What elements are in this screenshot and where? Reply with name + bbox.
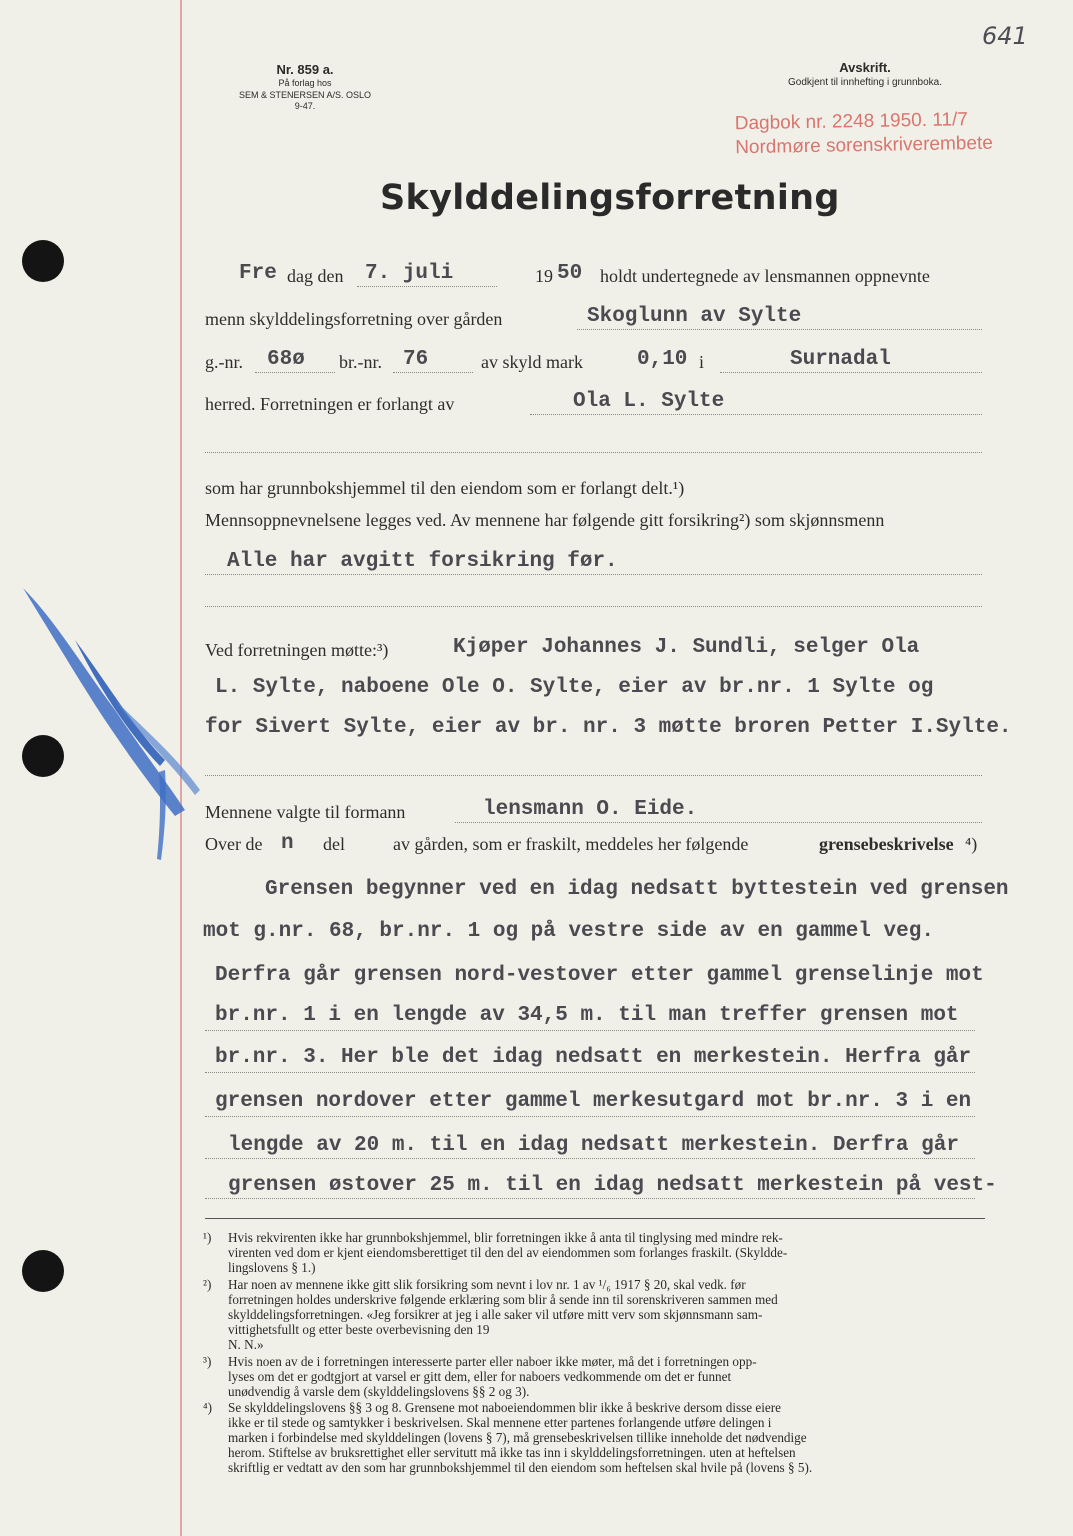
brnr-label: br.-nr.: [339, 352, 382, 372]
line-mote-3: [205, 716, 1015, 756]
footnote-line: Se skylddelingslovens §§ 3 og 8. Grensene mot naboeiendommen blir ikke å beskrive dersom disse eiere: [228, 1400, 782, 1415]
stamp-line1: Dagbok nr. 2248 1950. 11/7: [734, 109, 969, 135]
gnr-label: g.-nr.: [205, 352, 243, 372]
boundary-line: mot g.nr. 68, br.nr. 1 og på vestre side av en gammel veg.: [203, 920, 934, 943]
held-text: holdt undertegnede av lensmannen oppnevnte: [600, 266, 930, 286]
footnote-mark: ²): [203, 1277, 212, 1292]
footnote-line: Har noen av mennene ikke gitt slik forsikring som nevnt i lov nr. 1 av ¹/₆ 1917 § 20, skal vedk. før: [228, 1277, 746, 1292]
line-date: [205, 262, 1015, 302]
line-requester: [205, 390, 1015, 430]
line-formann: [205, 798, 1015, 838]
herred-text: herred. Forretningen er forlangt av: [205, 394, 455, 414]
over-text-c: av gården, som er fraskilt, meddeles her følgende: [393, 834, 749, 854]
form-edition: 9-47.: [294, 100, 316, 111]
footnote-mark: ³): [203, 1354, 212, 1369]
mote-line1: Kjøper Johannes J. Sundli, selger Ola: [453, 636, 920, 659]
municipality: Surnadal: [790, 348, 891, 371]
boundary-line: lengde av 20 m. til en idag nedsatt merkestein. Derfra går: [228, 1134, 959, 1157]
line-mote-2: [205, 676, 1015, 716]
footnote-mark: ⁴): [203, 1400, 212, 1415]
i-label: i: [699, 352, 705, 372]
year-prefix: 19: [535, 266, 553, 286]
form-header: [205, 62, 405, 112]
form-number: Nr. 859 a.: [276, 62, 334, 77]
footnote-line: Hvis rekvirenten ikke har grunnbokshjemmel, blir forretningen ikke å anta til tinglysing med mindre rek-: [228, 1230, 783, 1245]
footnote-line: lyses om det er godtgjort at varsel er gitt dem, eller for naboers vedkommende om det er funnet: [228, 1369, 732, 1384]
brnr-value: 76: [403, 348, 429, 371]
footnote-line: herom. Stiftelse av bruksrettighet eller servitutt må ikke tas inn i skylddelingsforretningen. uten at heftelsen: [228, 1445, 796, 1460]
page-number: 641: [982, 22, 1028, 50]
grense-bold: grensebeskrivelse: [819, 834, 954, 854]
footnote-line: N. N.»: [228, 1337, 264, 1352]
boundary-line: grensen nordover etter gammel merkesutgard mot br.nr. 3 i en: [215, 1090, 972, 1113]
publisher-line2: SEM & STENERSEN A/S. OSLO: [238, 89, 372, 100]
skyld-label: av skyld mark: [481, 352, 583, 372]
footnote-line: unødvendig å varsle dem (skylddelingslovens §§ 2 og 3).: [228, 1384, 530, 1399]
avskrift-header: [760, 60, 970, 88]
boundary-line: br.nr. 3. Her ble det idag nedsatt en merkestein. Herfra går: [215, 1046, 972, 1069]
footnote-line: forretningen holdes underskrive følgende erklæring som blir å sende inn til sorenskriveren sammen med: [228, 1292, 778, 1307]
line-over: [205, 834, 1015, 874]
grense-sup: ⁴): [965, 834, 978, 854]
day-word: Fre: [239, 262, 277, 285]
gnr-value: 68ø: [267, 348, 305, 371]
over-text-a: Over de: [205, 834, 263, 854]
blue-ink-stroke: [15, 580, 205, 870]
stamp-line2: Nordmøre sorenskriverembete: [735, 132, 994, 159]
date-value: 7. juli: [365, 262, 454, 285]
mote-line3: for Sivert Sylte, eier av br. nr. 3 møtte broren Petter I.Sylte.: [205, 716, 1012, 739]
over-text-b: del: [323, 834, 345, 854]
mote-label: Ved forretningen møtte:³): [205, 640, 389, 660]
avskrift-title: Avskrift.: [839, 60, 891, 75]
boundary-line: br.nr. 1 i en lengde av 34,5 m. til man treffer grensen mot: [215, 1004, 959, 1027]
document-title: Skylddelingsforretning: [380, 178, 840, 218]
skyld-value: 0,10: [637, 348, 688, 371]
grunnbok-text: som har grunnbokshjemmel til den eiendom som er forlangt delt.¹): [205, 478, 685, 498]
line-forsikring: [205, 550, 1015, 590]
menn-text: menn skylddelingsforretning over gården: [205, 309, 503, 329]
punch-hole-top: [22, 240, 64, 282]
footnote-line: skriftlig er vedtatt av den som har grunnbokshjemmel til den eiendom som heftelsen skal hvile på (lovens § 5).: [228, 1460, 813, 1475]
punch-hole-bottom: [22, 1250, 64, 1292]
footnote-mark: ¹): [203, 1230, 212, 1245]
requester-name: Ola L. Sylte: [573, 390, 725, 413]
footnote-line: Hvis noen av de i forretningen interesserte parter eller naboer ikke møter, må det i forretningen opp-: [228, 1354, 757, 1369]
formann-label: Mennene valgte til formann: [205, 802, 406, 822]
line-gnr: [205, 348, 1015, 388]
avskrift-subtitle: Godkjent til innhefting i grunnboka.: [788, 77, 942, 88]
boundary-line: Grensen begynner ved en idag nedsatt byttestein ved grensen: [265, 878, 1009, 901]
forsikring-text: Alle har avgitt forsikring før.: [227, 550, 618, 573]
footnote-line: marken i forbindelse med skylddelingen (lovens § 7), må grensebeskrivelsen tillike inneholde det nødvendige: [228, 1430, 807, 1445]
boundary-line: grensen østover 25 m. til en idag nedsatt merkestein på vest-: [228, 1174, 997, 1197]
footnote-line: lingslovens § 1.): [228, 1260, 316, 1275]
publisher-line1: På forlag hos: [278, 78, 332, 89]
farm-name: Skoglunn av Sylte: [587, 305, 802, 328]
line-mennsopp: [205, 510, 1015, 550]
mennsopp-text: Mennsoppnevnelsene legges ved. Av mennene har følgende gitt forsikring²) som skjønnsmenn: [205, 510, 885, 530]
formann-name: lensmann O. Eide.: [483, 798, 698, 821]
footnote-separator: [205, 1218, 985, 1219]
footnote-line: skylddelingsforretningen. «Jeg forsikrer at jeg i alle saker vil utføre mitt verv som skjønnsmann sam-: [228, 1307, 763, 1322]
footnote-line: vittighetsfullt og etter beste overbevisning den 19: [228, 1322, 490, 1337]
footnote-line: virenten ved dom er kjent eiendomsberettiget til den del av eiendommen som forlanges fraskilt. (Skyldde-: [228, 1245, 788, 1260]
over-text-n: n: [281, 832, 294, 855]
footnote-line: ikke er til stede og samtykker i beskrivelsen. Skal mennene etter partenes forlangende utføre delingen i: [228, 1415, 772, 1430]
mote-line2: L. Sylte, naboene Ole O. Sylte, eier av br.nr. 1 Sylte og: [215, 676, 934, 699]
boundary-line: Derfra går grensen nord-vestover etter gammel grenselinje mot: [215, 964, 984, 987]
line-mote-1: [205, 636, 1015, 676]
line-farm: [205, 305, 1015, 345]
year-suffix: 50: [557, 262, 583, 285]
dagbok-stamp: [735, 108, 993, 160]
dag-den-label: dag den: [287, 266, 344, 286]
